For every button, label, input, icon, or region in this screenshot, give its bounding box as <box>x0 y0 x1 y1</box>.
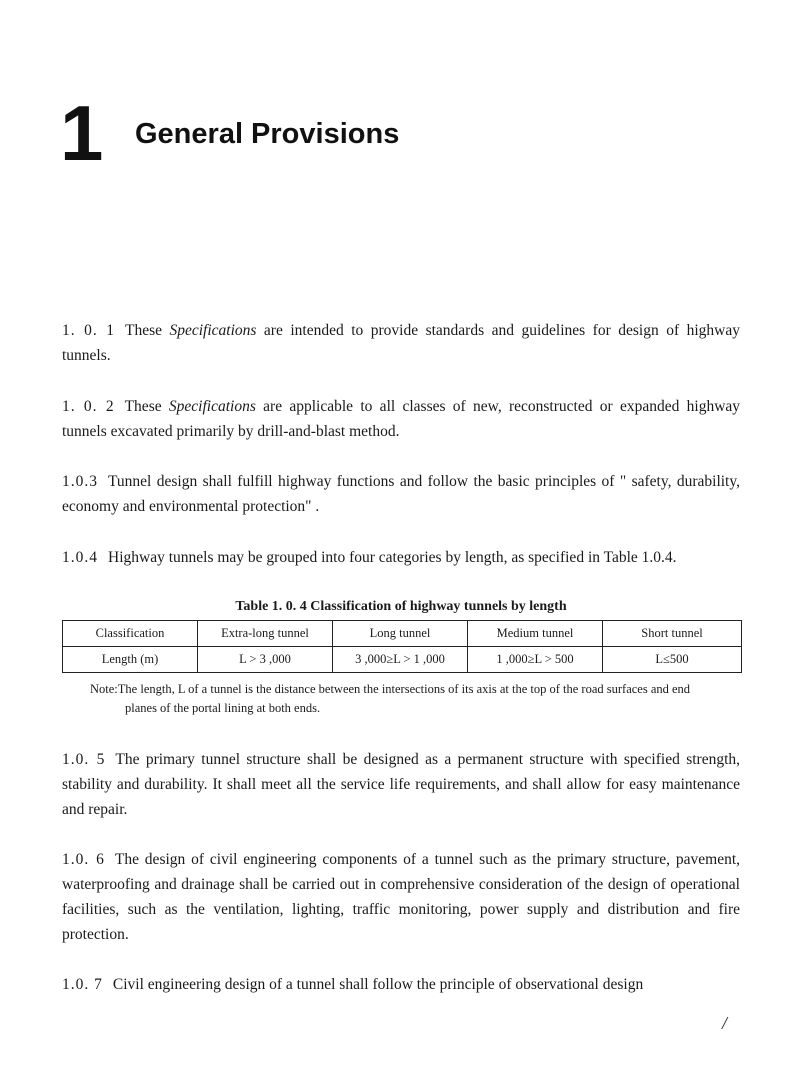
clause-text-post: are intended to provide standards and guidelines for design of highway tunnels. <box>62 322 740 364</box>
table-header-row <box>63 621 742 647</box>
clause-1-0-3 <box>62 469 740 519</box>
note-text: The length, L of a tunnel is the distance between the intersections of its axis at the top of the road surfaces and end <box>117 682 691 696</box>
table-row <box>63 647 742 673</box>
clause-1-0-2 <box>62 394 740 444</box>
clause-number: 1.0. 5 <box>62 751 106 768</box>
clause-1-0-1 <box>62 318 740 368</box>
table-cell: 3 ,000≥L > 1 ,000 <box>333 647 468 673</box>
note-label: Note: <box>90 682 118 696</box>
table-note <box>90 680 740 718</box>
clause-number: 1.0.3 <box>62 473 98 490</box>
clause-1-0-7 <box>62 972 740 997</box>
clause-number: 1. 0. 1 <box>62 322 115 339</box>
chapter-title: General Provisions <box>135 118 400 150</box>
classification-table <box>62 620 741 673</box>
table-header-cell: Extra-long tunnel <box>198 621 333 647</box>
clause-1-0-4 <box>62 545 740 570</box>
clause-number: 1.0.4 <box>62 549 98 566</box>
table-cell: L≤500 <box>603 647 742 673</box>
clause-number: 1.0. 6 <box>62 851 105 868</box>
table-header-cell: Medium tunnel <box>468 621 603 647</box>
clause-1-0-6 <box>62 847 740 947</box>
clause-text: Tunnel design shall fulfill highway functions and follow the basic principles of " safety, durability, economy and environmental protection" . <box>62 473 740 515</box>
clause-text: The design of civil engineering components of a tunnel such as the primary structure, pavement, waterproofing and drainage shall be carried out in comprehensive consideration of the design of operational facilities, such as the ventilation, lighting, traffic monitoring, power supply and distribution and fire protection. <box>62 851 740 943</box>
table-cell: 1 ,000≥L > 500 <box>468 647 603 673</box>
chapter-number: 1 <box>60 89 104 177</box>
page-number: / <box>722 1013 728 1033</box>
clause-number: 1. 0. 2 <box>62 398 115 415</box>
clause-text: The primary tunnel structure shall be designed as a permanent structure with specified strength, stability and durability. It shall meet all the service life requirements, and shall allow for easy maintenance and repair. <box>62 751 740 818</box>
clause-text-spec: Specifications <box>168 398 256 415</box>
note-text-continued: planes of the portal lining at both ends. <box>125 701 321 715</box>
clause-text-post: are applicable to all classes of new, reconstructed or expanded highway tunnels excavated primarily by drill-and-blast method. <box>62 398 741 440</box>
table-title: Table 1. 0. 4 Classification of highway tunnels by length <box>235 599 567 614</box>
table-header-cell: Long tunnel <box>333 621 468 647</box>
clause-text-spec: Specifications <box>169 322 257 339</box>
clause-number: 1.0. 7 <box>62 976 103 993</box>
table-cell: L > 3 ,000 <box>198 647 333 673</box>
clause-1-0-5 <box>62 747 740 822</box>
clause-text-pre: These <box>124 398 169 415</box>
clause-text: Highway tunnels may be grouped into four categories by length, as specified in Table 1.0.4. <box>108 549 677 566</box>
clause-text: Civil engineering design of a tunnel shall follow the principle of observational design <box>112 976 644 993</box>
clause-text-pre: These <box>124 322 170 339</box>
table-cell: Length (m) <box>63 647 198 673</box>
table-header-cell: Classification <box>63 621 198 647</box>
table-header-cell: Short tunnel <box>603 621 742 647</box>
